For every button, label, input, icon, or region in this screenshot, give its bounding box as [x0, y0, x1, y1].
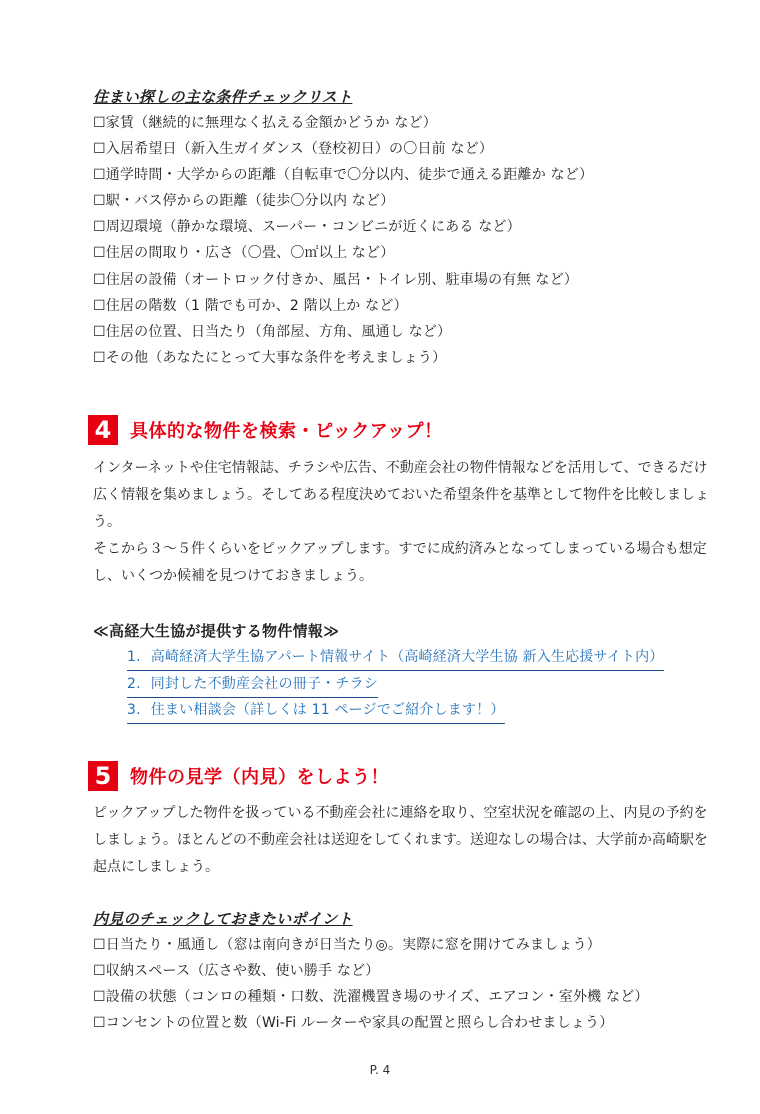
section-4-body: [93, 455, 715, 590]
section-title-text: 具体的な物件を検索・ピックアップ！: [130, 421, 443, 442]
checklist-heading: 住まい探しの主な条件チェックリスト: [93, 88, 353, 106]
checklist-item: ☐住居の間取り・広さ（〇畳、〇㎡以上 など）: [93, 245, 395, 262]
checklist-item: ☐収納スペース（広さや数、使い勝手 など）: [93, 963, 380, 980]
section-4-title: [88, 413, 443, 447]
coop-info-heading: ≪高経大生協が提供する物件情報≫: [93, 622, 340, 640]
viewing-checklist: [93, 932, 649, 1036]
checklist-item: ☐周辺環境（静かな環境、スーパー・コンビニが近くにある など）: [93, 219, 521, 236]
brochure-link[interactable]: 2. 同封した不動産会社の冊子・チラシ: [127, 672, 378, 698]
section-5-body: [93, 800, 715, 881]
checklist-item: ☐通学時間・大学からの距離（自転車で〇分以内、徒歩で通える距離か など）: [93, 167, 594, 184]
checklist-item: ☐設備の状態（コンロの種類・口数、洗濯機置き場のサイズ、エアコン・室外機 など）: [93, 989, 649, 1006]
section-5-title: [88, 759, 389, 793]
checklist-item: ☐家賃（継続的に無理なく払える金額かどうか など）: [93, 115, 437, 131]
paragraph: インターネットや住宅情報誌、チラシや広告、不動産会社の物件情報などを活用して、できるだけ広く情報を集めましょう。そしてある程度決めておいた希望条件を基準として物件を比較しましょう。: [93, 460, 709, 530]
paragraph: ピックアップした物件を扱っている不動産会社に連絡を取り、空室状況を確認の上、内見の予約をしましょう。ほとんどの不動産会社は送迎をしてくれます。送迎なしの場合は、大学前か高崎駅を起点にしましょう。: [93, 805, 708, 875]
link-item: [127, 672, 664, 699]
section-title-text: 物件の見学（内見）をしよう！: [130, 767, 389, 788]
checklist-item: ☐日当たり・風通し（窓は南向きが日当たり◎。実際に窓を開けてみましょう）: [93, 937, 601, 953]
link-item: [127, 645, 664, 672]
checklist-item: ☐住居の階数（1 階でも可か、2 階以上か など）: [93, 297, 408, 314]
housing-consultation-link[interactable]: 3. 住まい相談会（詳しくは 11 ページでご紹介します！）: [127, 698, 505, 724]
section-number-badge: 5: [88, 761, 118, 791]
apartment-site-link[interactable]: 1. 高崎経済大学生協アパート情報サイト（高崎経済大学生協 新入生応援サイト内）: [127, 645, 664, 671]
checklist-item: ☐その他（あなたにとって大事な条件を考えましょう）: [93, 349, 447, 366]
checklist-item: ☐住居の設備（オートロック付きか、風呂・トイレ別、駐車場の有無 など）: [93, 271, 579, 288]
link-item: [127, 698, 664, 725]
page-number: P. 4: [369, 1063, 391, 1077]
checklist-item: ☐入居希望日（新入生ガイダンス（登校初日）の〇日前 など）: [93, 141, 494, 158]
checklist-item: ☐コンセントの位置と数（Wi-Fi ルーターや家具の配置と照らし合わせましょう）: [93, 1015, 614, 1032]
checklist-item: ☐住居の位置、日当たり（角部屋、方角、風通し など）: [93, 323, 452, 340]
viewing-checklist-heading: 内見のチェックしておきたいポイント: [93, 910, 353, 928]
checklist-item: ☐駅・バス停からの距離（徒歩〇分以内 など）: [93, 193, 395, 210]
housing-conditions-checklist: [93, 110, 593, 371]
paragraph: そこから３～５件くらいをピックアップします。すでに成約済みとなってしまっている場合も想定し、いくつか候補を見つけておきましょう。: [93, 541, 707, 584]
coop-info-links: [127, 645, 664, 725]
section-number-badge: 4: [88, 415, 118, 445]
